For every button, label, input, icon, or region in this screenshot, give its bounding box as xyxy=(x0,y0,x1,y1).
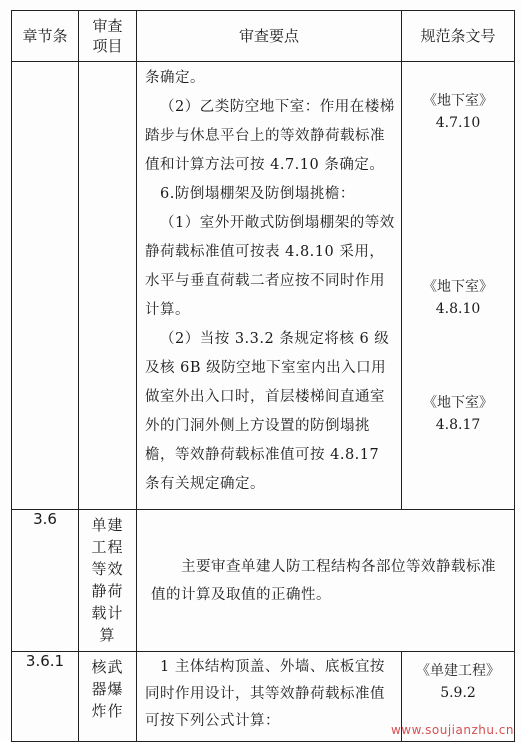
watermark: www.soujianzhu.cn xyxy=(390,723,514,737)
clause-ref xyxy=(402,392,514,436)
item-name: 核武器爆炸作 xyxy=(91,658,124,720)
header-clause: 规范条文号 xyxy=(402,11,515,62)
header-row xyxy=(12,11,515,62)
header-points: 审查要点 xyxy=(137,11,402,62)
clause-cell xyxy=(402,62,515,510)
table-row xyxy=(12,510,515,652)
section-cell-empty xyxy=(12,62,79,510)
paragraph: （2）乙类防空地下室：作用在楼梯踏步与休息平台上的等效静荷载标准值和计算方法可按 4.7.10 条确定。 xyxy=(145,99,395,173)
clause-ref-number: 4.8.17 xyxy=(435,417,481,433)
clause-ref xyxy=(402,90,514,134)
table-row xyxy=(12,62,515,510)
clause-ref-number: 4.8.10 xyxy=(435,301,481,317)
paragraph: 条确定。 xyxy=(145,70,205,86)
paragraph: （1）室外开敞式防倒塌棚架的等效静荷载标准值可按表 4.8.10 采用，水平与垂直荷载二者应按不同时作用计算。 xyxy=(145,215,395,318)
clause-ref-name: 《单建工程》 xyxy=(416,663,500,679)
paragraph: 主要审查单建人防工程结构各部位等效静载标准值的计算及取值的正确性。 xyxy=(151,558,496,603)
clause-ref xyxy=(402,276,514,320)
header-item-line1: 审查 xyxy=(92,17,123,35)
header-item-line2: 项目 xyxy=(92,37,123,55)
item-name: 单建工程等效静荷载计算 xyxy=(91,516,124,644)
points-cell xyxy=(137,510,515,652)
header-item xyxy=(79,11,137,62)
header-section: 章节条 xyxy=(12,11,79,62)
clause-ref-name: 《地下室》 xyxy=(423,395,493,411)
clause-ref-name: 《地下室》 xyxy=(423,279,493,295)
clause-ref-name: 《地下室》 xyxy=(423,93,493,109)
paragraph: （2）当按 3.3.2 条规定将核 6 级及核 6B 级防空地下室室内出入口用做室外出入口时，首层楼梯间直通室外的门洞外侧上方设置的防倒塌挑檐，等效静荷载标准值可按 4.8.17 条有关规定确定。 xyxy=(145,331,390,492)
points-cell xyxy=(137,652,402,742)
paragraph: 1 主体结构顶盖、外墙、底板宜按同时作用设计，其等效静荷载标准值可按下列公式计算： xyxy=(145,659,385,729)
item-cell xyxy=(79,652,137,742)
item-cell-empty xyxy=(79,62,137,510)
clause-ref xyxy=(402,652,514,704)
clause-ref-number: 4.7.10 xyxy=(435,115,481,131)
paragraph: 6.防倒塌棚架及防倒塌挑檐： xyxy=(160,186,355,202)
section-number: 3.6.1 xyxy=(12,652,79,742)
review-table xyxy=(11,10,515,742)
points-cell xyxy=(137,62,402,510)
item-cell xyxy=(79,510,137,652)
clause-ref-number: 5.9.2 xyxy=(440,685,476,701)
section-number: 3.6 xyxy=(12,510,79,652)
